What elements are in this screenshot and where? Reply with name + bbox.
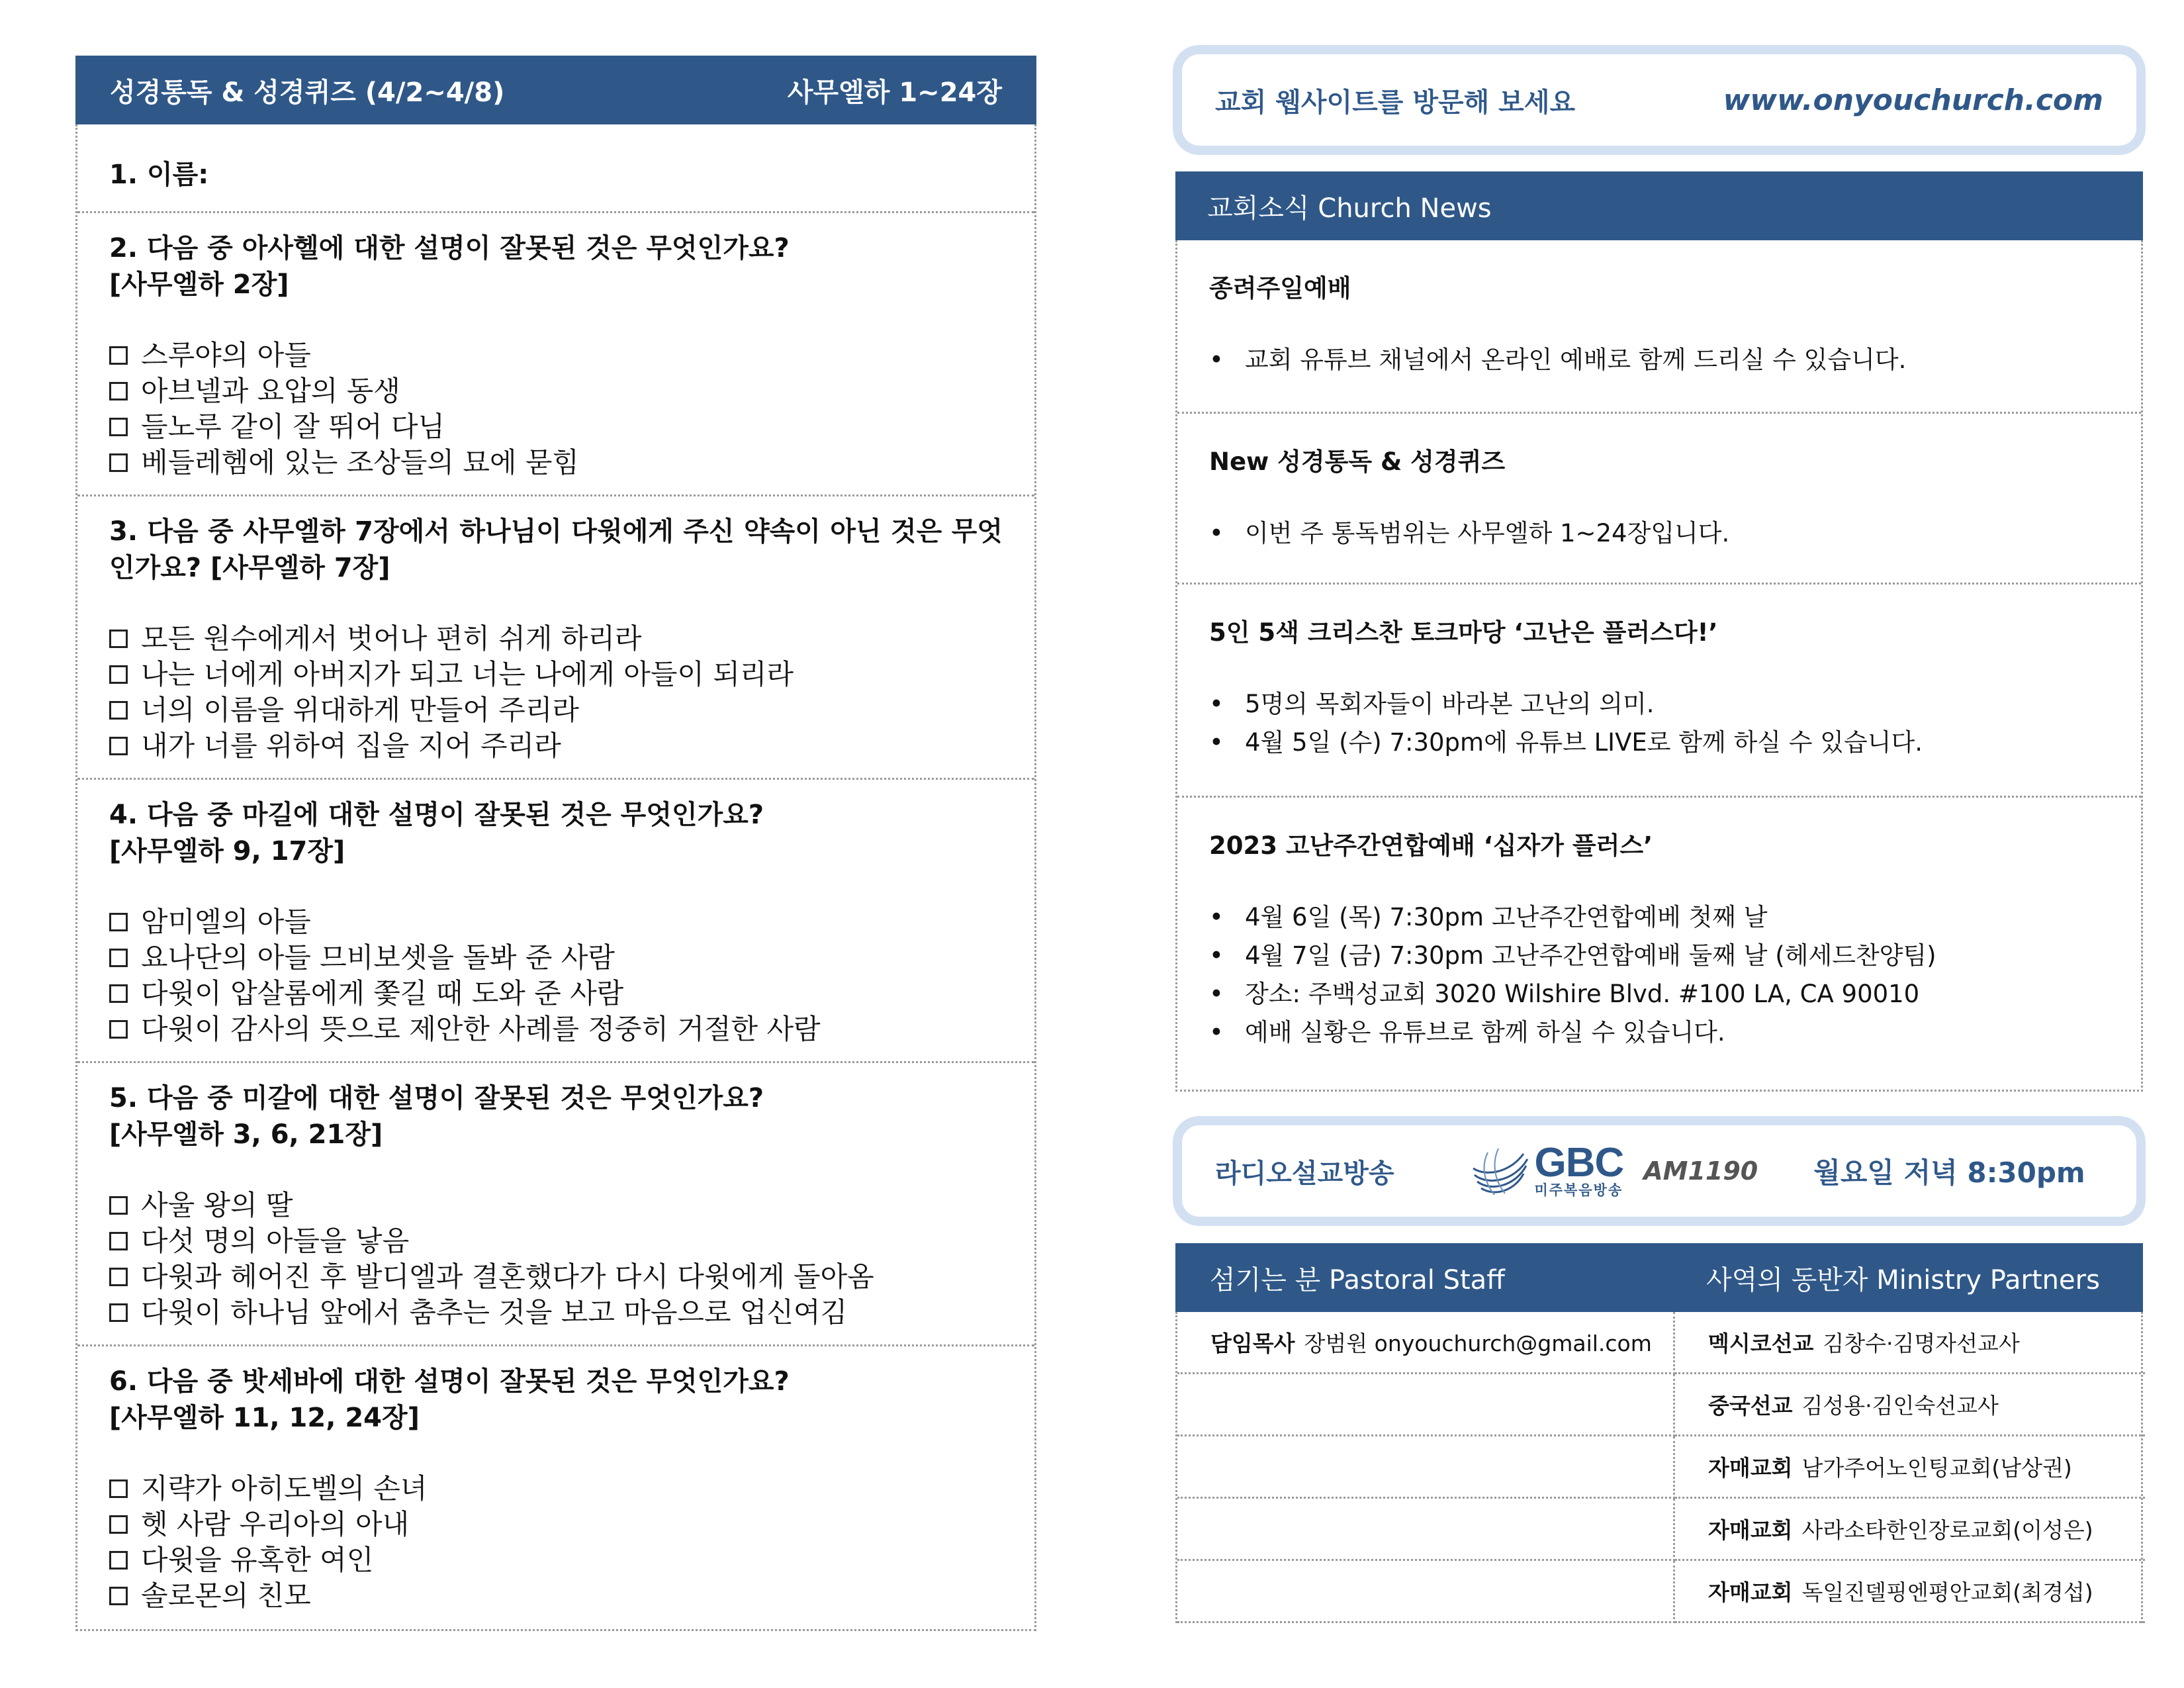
quiz-header xyxy=(75,56,1036,124)
staff-name: 장범원 onyouchurch@gmail.com xyxy=(1304,1331,1652,1356)
option-label: 사울 왕의 딸 xyxy=(141,1189,293,1221)
checkbox-icon[interactable] xyxy=(109,1268,128,1286)
staff-header-left: 섬기는 분 Pastoral Staff xyxy=(1210,1264,1505,1295)
question-text: 6. 다음 중 밧세바에 대한 설명이 잘못된 것은 무엇인가요? xyxy=(109,1366,790,1397)
news-item-title: 2023 고난주간연합예배 ‘십자가 플러스’ xyxy=(1209,831,1653,860)
checkbox-icon[interactable] xyxy=(109,737,128,755)
partner-role: 자매교회 xyxy=(1708,1455,1793,1481)
gbc-logo-sub: 미주복음방송 xyxy=(1534,1182,1623,1198)
question-ref: [사무엘하 3, 6, 21장] xyxy=(109,1119,383,1150)
news-bullet-text: 이번 주 통독범위는 사무엘하 1~24장입니다. xyxy=(1245,519,1730,547)
news-item xyxy=(1177,240,2141,414)
name-field[interactable]: 1. 이름: xyxy=(77,124,1034,213)
gbc-logo-text: GBC xyxy=(1534,1140,1624,1186)
checkbox-icon[interactable] xyxy=(109,1020,128,1039)
option-list xyxy=(109,621,1003,764)
option[interactable] xyxy=(109,728,1003,764)
question-text: 4. 다음 중 마길에 대한 설명이 잘못된 것은 무엇인가요? xyxy=(109,800,764,830)
option[interactable] xyxy=(109,1223,1003,1259)
checkbox-icon[interactable] xyxy=(109,346,128,365)
news-bullet xyxy=(1209,724,2109,762)
quiz-range: 사무엘하 1~24장 xyxy=(787,77,1002,108)
option[interactable] xyxy=(109,1578,1003,1614)
staff-role: 담임목사 xyxy=(1210,1331,1295,1356)
partner-cell xyxy=(1675,1312,2145,1374)
bullet-icon: • xyxy=(1209,519,1224,547)
checkbox-icon[interactable] xyxy=(109,949,128,967)
gbc-globe-icon xyxy=(1468,1139,1531,1203)
option[interactable] xyxy=(109,657,1003,692)
staff-header-right: 사역의 동반자 Ministry Partners xyxy=(1706,1264,2100,1295)
bullet-icon: • xyxy=(1209,346,1224,374)
question-5 xyxy=(77,1063,1034,1346)
checkbox-icon[interactable] xyxy=(109,984,128,1003)
option-label: 요나단의 아들 므비보셋을 돌봐 준 사람 xyxy=(141,941,615,974)
news-bullets xyxy=(1209,898,2109,1052)
option[interactable] xyxy=(109,1259,1003,1295)
checkbox-icon[interactable] xyxy=(109,913,128,931)
website-banner xyxy=(1173,45,2146,155)
partner-name: 사라소타한인장로교회(이성은) xyxy=(1801,1517,2093,1543)
question-6 xyxy=(77,1346,1034,1630)
option[interactable] xyxy=(109,940,1003,976)
staff-cell xyxy=(1177,1499,1675,1561)
bullet-icon: • xyxy=(1209,690,1224,718)
option-label: 나는 너에게 아버지가 되고 너는 나에게 아들이 되리라 xyxy=(141,658,794,690)
staff-header xyxy=(1175,1243,2143,1312)
checkbox-icon[interactable] xyxy=(109,418,128,436)
news-body xyxy=(1175,240,2143,1092)
news-bullet xyxy=(1209,937,2109,975)
option[interactable] xyxy=(109,1542,1003,1578)
staff-cell xyxy=(1177,1561,1675,1623)
partner-role: 중국선교 xyxy=(1708,1393,1793,1419)
option[interactable] xyxy=(109,692,1003,728)
station-frequency: AM1190 xyxy=(1643,1156,1758,1186)
option[interactable] xyxy=(109,1507,1003,1542)
quiz-panel xyxy=(75,56,1036,1631)
quiz-body xyxy=(75,124,1036,1631)
news-bullets xyxy=(1209,341,2109,379)
checkbox-icon[interactable] xyxy=(109,1303,128,1322)
option-label: 암미엘의 아들 xyxy=(141,906,311,938)
news-header: 교회소식 Church News xyxy=(1175,171,2143,240)
option-label: 아브넬과 요압의 동생 xyxy=(141,375,400,407)
option-label: 스루야의 아들 xyxy=(141,339,311,371)
partner-role: 멕시코선교 xyxy=(1708,1331,1814,1356)
news-bullets xyxy=(1209,514,2109,553)
option-label: 솔로몬의 친모 xyxy=(141,1579,311,1612)
question-3 xyxy=(77,496,1034,780)
option-list xyxy=(109,1471,1003,1614)
news-bullet-text: 4월 5일 (수) 7:30pm에 유튜브 LIVE로 함께 하실 수 있습니다. xyxy=(1245,728,1923,757)
news-item-title: New 성경통독 & 성경퀴즈 xyxy=(1209,447,1506,476)
news-bullet-text: 교회 유튜브 채널에서 온라인 예배로 함께 드리실 수 있습니다. xyxy=(1245,346,1907,374)
gbc-wordmark xyxy=(1534,1140,1624,1198)
partner-name: 김성용·김인숙선교사 xyxy=(1801,1393,1999,1419)
partner-name: 김창수·김명자선교사 xyxy=(1823,1331,2020,1356)
option-label: 다윗이 감사의 뜻으로 제안한 사례를 정중히 거절한 사람 xyxy=(141,1013,821,1045)
option-list xyxy=(109,338,1003,481)
checkbox-icon[interactable] xyxy=(109,1587,128,1605)
question-text: 5. 다음 중 미갈에 대한 설명이 잘못된 것은 무엇인가요? xyxy=(109,1083,764,1113)
staff-cell xyxy=(1177,1436,1675,1499)
question-ref: [사무엘하 2장] xyxy=(109,269,289,300)
option-list xyxy=(109,904,1003,1047)
bullet-icon: • xyxy=(1209,903,1224,931)
bullet-icon: • xyxy=(1209,980,1224,1008)
question-2 xyxy=(77,213,1034,496)
news-bullet-text: 예배 실황은 유튜브로 함께 하실 수 있습니다. xyxy=(1245,1018,1725,1047)
checkbox-icon[interactable] xyxy=(109,1515,128,1534)
staff-table xyxy=(1175,1312,2143,1623)
bullet-icon: • xyxy=(1209,728,1224,757)
checkbox-icon[interactable] xyxy=(109,1232,128,1250)
staff-cell xyxy=(1177,1374,1675,1436)
news-bullet-text: 장소: 주백성교회 3020 Wilshire Blvd. #100 LA, CA 90010 xyxy=(1245,980,1920,1008)
radio-banner xyxy=(1173,1116,2146,1226)
option[interactable] xyxy=(109,445,1003,481)
news-item-title: 종려주일예배 xyxy=(1209,274,1351,303)
partner-cell xyxy=(1675,1561,2145,1623)
partner-cell xyxy=(1675,1436,2145,1499)
option-label: 너의 이름을 위대하게 만들어 주리라 xyxy=(141,694,579,726)
option-label: 다윗을 유혹한 여인 xyxy=(141,1544,374,1576)
option[interactable] xyxy=(109,1011,1003,1047)
news-bullet-text: 5명의 목회자들이 바라본 고난의 의미. xyxy=(1245,690,1655,718)
news-bullet xyxy=(1209,898,2109,937)
option[interactable] xyxy=(109,621,1003,657)
news-bullet-text: 4월 6일 (목) 7:30pm 고난주간연합예베 첫째 날 xyxy=(1245,903,1768,931)
checkbox-icon[interactable] xyxy=(109,382,128,400)
website-label: 교회 웹사이트를 방문해 보세요 xyxy=(1215,87,1576,118)
news-item xyxy=(1177,585,2141,798)
partner-cell xyxy=(1675,1499,2145,1561)
news-bullet xyxy=(1209,514,2109,553)
checkbox-icon[interactable] xyxy=(109,701,128,720)
news-item xyxy=(1177,414,2141,585)
option[interactable] xyxy=(109,1188,1003,1223)
option[interactable] xyxy=(109,373,1003,409)
checkbox-icon[interactable] xyxy=(109,665,128,684)
question-text: 2. 다음 중 아사헬에 대한 설명이 잘못된 것은 무엇인가요? xyxy=(109,233,790,263)
option[interactable] xyxy=(109,1471,1003,1507)
option[interactable] xyxy=(109,976,1003,1011)
bullet-icon: • xyxy=(1209,1018,1224,1047)
option-label: 헷 사람 우리아의 아내 xyxy=(141,1508,410,1540)
option-label: 다섯 명의 아들을 낳음 xyxy=(141,1225,410,1257)
news-item xyxy=(1177,798,2141,1092)
option[interactable] xyxy=(109,904,1003,940)
checkbox-icon[interactable] xyxy=(109,453,128,472)
question-text: 3. 다음 중 사무엘하 7장에서 하나님이 다윗에게 주신 약속이 아닌 것은 무엇인가요? [사무엘하 7장] xyxy=(109,516,1003,583)
option-label: 다윗이 압살롬에게 쫓길 때 도와 준 사람 xyxy=(141,977,624,1009)
question-ref: [사무엘하 11, 12, 24장] xyxy=(109,1403,420,1433)
news-bullet xyxy=(1209,685,2109,724)
partner-name: 독일진델핑엔평안교회(최경섭) xyxy=(1801,1579,2093,1605)
question-ref: [사무엘하 9, 17장] xyxy=(109,836,345,867)
option-label: 베들레헴에 있는 조상들의 묘에 묻힘 xyxy=(141,446,579,479)
partner-cell xyxy=(1675,1374,2145,1436)
option-list xyxy=(109,1188,1003,1331)
option-label: 들노루 같이 잘 뛰어 다님 xyxy=(141,410,445,443)
option-label: 모든 원수에게서 벗어나 편히 쉬게 하리라 xyxy=(141,622,642,655)
checkbox-icon[interactable] xyxy=(109,1479,128,1498)
partner-name: 남가주어노인팅교회(남상권) xyxy=(1801,1455,2072,1481)
checkbox-icon[interactable] xyxy=(109,1551,128,1570)
news-bullet xyxy=(1209,341,2109,379)
partner-role: 자매교회 xyxy=(1708,1579,1793,1605)
option[interactable] xyxy=(109,338,1003,373)
partner-role: 자매교회 xyxy=(1708,1517,1793,1543)
option-label: 다윗과 헤어진 후 발디엘과 결혼했다가 다시 다윗에게 돌아옴 xyxy=(141,1260,874,1293)
church-news-panel xyxy=(1175,171,2143,1092)
question-4 xyxy=(77,780,1034,1063)
option[interactable] xyxy=(109,409,1003,445)
checkbox-icon[interactable] xyxy=(109,630,128,648)
news-bullet-text: 4월 7일 (금) 7:30pm 고난주간연합예배 둘째 날 (헤세드찬양팀) xyxy=(1245,941,1936,970)
news-bullets xyxy=(1209,685,2109,762)
news-bullet xyxy=(1209,1013,2109,1052)
checkbox-icon[interactable] xyxy=(109,1196,128,1215)
option[interactable] xyxy=(109,1295,1003,1331)
quiz-title: 성경통독 & 성경퀴즈 (4/2~4/8) xyxy=(110,77,505,108)
news-item-title: 5인 5색 크리스찬 토크마당 ‘고난은 플러스다!’ xyxy=(1209,618,1718,647)
option-label: 다윗이 하나님 앞에서 춤추는 것을 보고 마음으로 업신여김 xyxy=(141,1296,848,1329)
radio-time: 월요일 저녁 8:30pm xyxy=(1813,1156,2085,1189)
news-bullet xyxy=(1209,975,2109,1013)
gbc-logo xyxy=(1468,1139,1623,1203)
radio-label: 라디오설교방송 xyxy=(1215,1158,1394,1189)
website-link[interactable]: www.onyouchurch.com xyxy=(1723,83,2103,117)
staff-cell xyxy=(1177,1312,1675,1374)
option-label: 내가 너를 위하여 집을 지어 주리라 xyxy=(141,729,561,762)
staff-panel xyxy=(1175,1243,2143,1623)
option-label: 지략가 아히도벨의 손녀 xyxy=(141,1472,428,1505)
bullet-icon: • xyxy=(1209,941,1224,970)
